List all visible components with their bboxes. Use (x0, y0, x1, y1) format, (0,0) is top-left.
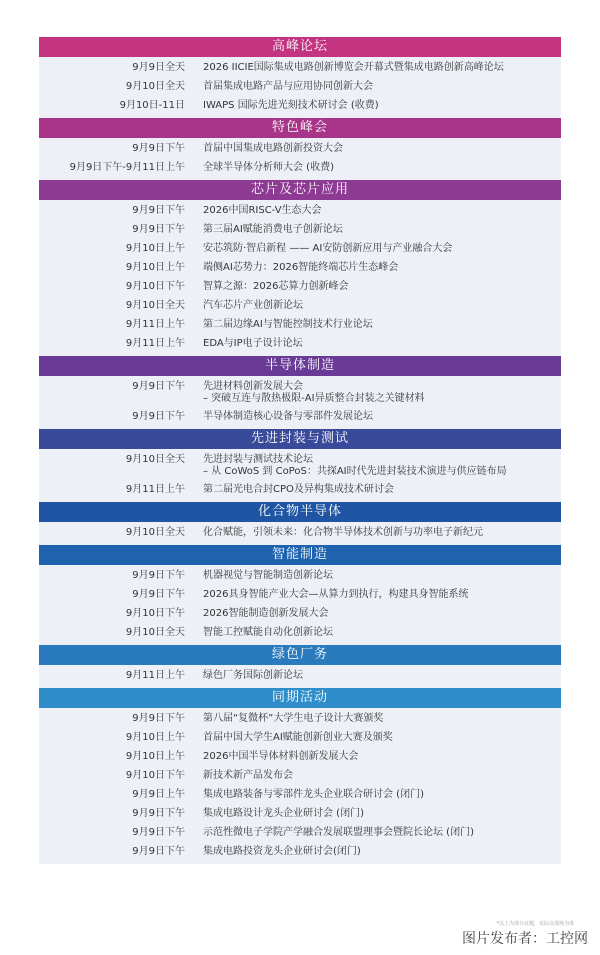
section-body (39, 200, 561, 356)
section-body (39, 665, 561, 688)
session-title-line: 第八届“复微杯”大学生电子设计大赛颁奖 (203, 713, 384, 724)
schedule-row (39, 202, 561, 221)
schedule-row (39, 843, 561, 862)
schedule-row (39, 297, 561, 316)
session-title-line: 第二届光电合封CPO及异构集成技术研讨会 (203, 484, 394, 495)
session-date: 9月10日上午 (125, 243, 185, 254)
session-title (203, 59, 561, 77)
session-date: 9月9日下午 (132, 713, 185, 724)
footnote: *以上为部分议题，实际以现场为准 (496, 921, 574, 927)
session-title-line: 2026 IICIE国际集成电路创新博览会开幕式暨集成电路创新高峰论坛 (203, 62, 504, 73)
image-credit: 图片发布者：工控网 (462, 931, 588, 947)
session-title-line: 化合赋能，引领未来：化合物半导体技术创新与功率电子新纪元 (203, 527, 483, 538)
session-title-line: 第二届边缘AI与智能控制技术行业论坛 (203, 319, 373, 330)
session-title (203, 140, 561, 158)
session-date: 9月10日-11日 (119, 100, 185, 111)
session-title-line: 示范性微电子学院产学融合发展联盟理事会暨院长论坛 (闭门) (203, 827, 474, 838)
session-title (203, 316, 561, 334)
section-body (39, 376, 561, 429)
session-title (203, 786, 561, 804)
session-date: 9月9日下午 (132, 808, 185, 819)
session-date: 9月10日下午 (125, 770, 185, 781)
session-title (203, 78, 561, 96)
session-title (203, 748, 561, 766)
session-title-line: 集成电路装备与零部件龙头企业联合研讨会 (闭门) (203, 789, 424, 800)
section-body (39, 522, 561, 545)
session-title (203, 202, 561, 220)
session-title (203, 259, 561, 277)
session-date: 9月9日下午 (132, 143, 185, 154)
section-header: 智能制造 (39, 545, 561, 565)
session-date: 9月9日下午-9月11日上午 (69, 162, 185, 173)
schedule-table (39, 37, 561, 864)
session-title (203, 524, 561, 542)
schedule-row (39, 586, 561, 605)
session-date: 9月9日下午 (132, 827, 185, 838)
section-header: 绿色厂务 (39, 645, 561, 665)
session-title-line: 首届中国大学生AI赋能创新创业大赛及颁奖 (203, 732, 393, 743)
session-date: 9月9日下午 (132, 381, 185, 392)
session-date: 9月10日全天 (125, 300, 185, 311)
session-date: 9月10日下午 (125, 281, 185, 292)
session-date: 9月9日全天 (132, 62, 185, 73)
schedule-row (39, 221, 561, 240)
schedule-row (39, 78, 561, 97)
session-title-line: 先进封装与测试技术论坛 (203, 454, 313, 465)
section-body (39, 138, 561, 180)
session-date: 9月9日下午 (132, 570, 185, 581)
session-date: 9月10日下午 (125, 608, 185, 619)
schedule-row (39, 805, 561, 824)
schedule-row (39, 824, 561, 843)
section-header: 化合物半导体 (39, 502, 561, 522)
session-title (203, 605, 561, 623)
schedule-row (39, 378, 561, 408)
session-title-line: 绿色厂务国际创新论坛 (203, 670, 303, 681)
session-date: 9月9日下午 (132, 205, 185, 216)
session-date: 9月10日全天 (125, 454, 185, 465)
section-body (39, 449, 561, 502)
schedule-row (39, 97, 561, 116)
schedule-row (39, 667, 561, 686)
schedule-row (39, 767, 561, 786)
session-title (203, 408, 561, 426)
session-title (203, 454, 561, 478)
section-body (39, 565, 561, 645)
schedule-row (39, 59, 561, 78)
session-title (203, 805, 561, 823)
session-title (203, 159, 561, 177)
session-date: 9月9日下午 (132, 411, 185, 422)
schedule-row (39, 335, 561, 354)
session-title (203, 843, 561, 861)
session-title-line: EDA与IP电子设计论坛 (203, 338, 303, 349)
schedule-row (39, 159, 561, 178)
session-title (203, 567, 561, 585)
session-subtitle-line: – 突破互连与散热极限-AI异质整合封装之关键材料 (203, 393, 425, 404)
session-title-line: 半导体制造核心设备与零部件发展论坛 (203, 411, 373, 422)
session-title-line: 2026中国RISC-V生态大会 (203, 205, 322, 216)
schedule-row (39, 408, 561, 427)
session-title-line: 安芯筑防·智启新程 —— AI安防创新应用与产业融合大会 (203, 243, 453, 254)
session-title (203, 767, 561, 785)
session-date: 9月9日上午 (132, 789, 185, 800)
session-title-line: 首届中国集成电路创新投资大会 (203, 143, 343, 154)
session-title (203, 381, 561, 405)
session-date: 9月11日上午 (125, 484, 185, 495)
session-title-line: 2026中国半导体材料创新发展大会 (203, 751, 359, 762)
session-title-line: 汽车芯片产业创新论坛 (203, 300, 303, 311)
section-header: 半导体制造 (39, 356, 561, 376)
session-title (203, 297, 561, 315)
schedule-row (39, 481, 561, 500)
session-title (203, 824, 561, 842)
session-date: 9月10日上午 (125, 751, 185, 762)
session-title-line: 全球半导体分析师大会 (收费) (203, 162, 334, 173)
session-title-line: 新技术新产品发布会 (203, 770, 293, 781)
session-date: 9月10日全天 (125, 627, 185, 638)
session-title (203, 667, 561, 685)
section-header: 同期活动 (39, 688, 561, 708)
schedule-row (39, 240, 561, 259)
session-title (203, 710, 561, 728)
session-date: 9月11日上午 (125, 670, 185, 681)
session-date: 9月11日上午 (125, 319, 185, 330)
session-subtitle-line: – 从 CoWoS 到 CoPoS：共探AI时代先进封装技术演进与供应链布局 (203, 466, 507, 477)
session-title (203, 624, 561, 642)
session-date: 9月9日下午 (132, 589, 185, 600)
session-title-line: 首届集成电路产品与应用协同创新大会 (203, 81, 373, 92)
session-date: 9月9日下午 (132, 224, 185, 235)
schedule-row (39, 278, 561, 297)
session-date: 9月9日下午 (132, 846, 185, 857)
schedule-row (39, 786, 561, 805)
schedule-row (39, 605, 561, 624)
session-title-line: 第三届AI赋能消费电子创新论坛 (203, 224, 343, 235)
schedule-row (39, 140, 561, 159)
schedule-row (39, 729, 561, 748)
session-date: 9月10日全天 (125, 81, 185, 92)
schedule-row (39, 748, 561, 767)
session-title-line: 智算之源：2026芯算力创新峰会 (203, 281, 349, 292)
session-title (203, 335, 561, 353)
session-date: 9月11日上午 (125, 338, 185, 349)
session-title (203, 278, 561, 296)
schedule-row (39, 624, 561, 643)
session-title-line: 集成电路投资龙头企业研讨会(闭门) (203, 846, 361, 857)
session-title-line: 机器视觉与智能制造创新论坛 (203, 570, 333, 581)
schedule-row (39, 451, 561, 481)
section-body (39, 708, 561, 864)
schedule-row (39, 567, 561, 586)
section-header: 先进封装与测试 (39, 429, 561, 449)
session-title-line: 先进材料创新发展大会 (203, 381, 303, 392)
section-header: 芯片及芯片应用 (39, 180, 561, 200)
schedule-row (39, 524, 561, 543)
schedule-row (39, 316, 561, 335)
session-title (203, 240, 561, 258)
session-title-line: 2026智能制造创新发展大会 (203, 608, 329, 619)
session-title (203, 221, 561, 239)
schedule-row (39, 259, 561, 278)
session-title-line: 集成电路设计龙头企业研讨会 (闭门) (203, 808, 364, 819)
schedule-row (39, 710, 561, 729)
session-date: 9月10日全天 (125, 527, 185, 538)
session-title-line: 智能工控赋能自动化创新论坛 (203, 627, 333, 638)
session-title-line: 端侧AI芯势力：2026智能终端芯片生态峰会 (203, 262, 399, 273)
session-title (203, 97, 561, 115)
session-title-line: IWAPS 国际先进光刻技术研讨会 (收费) (203, 100, 379, 111)
section-header: 高峰论坛 (39, 37, 561, 57)
session-title (203, 729, 561, 747)
session-date: 9月10日上午 (125, 262, 185, 273)
section-body (39, 57, 561, 118)
session-title-line: 2026具身智能产业大会—从算力到执行，构建具身智能系统 (203, 589, 469, 600)
section-header: 特色峰会 (39, 118, 561, 138)
session-title (203, 586, 561, 604)
session-title (203, 481, 561, 499)
session-date: 9月10日上午 (125, 732, 185, 743)
